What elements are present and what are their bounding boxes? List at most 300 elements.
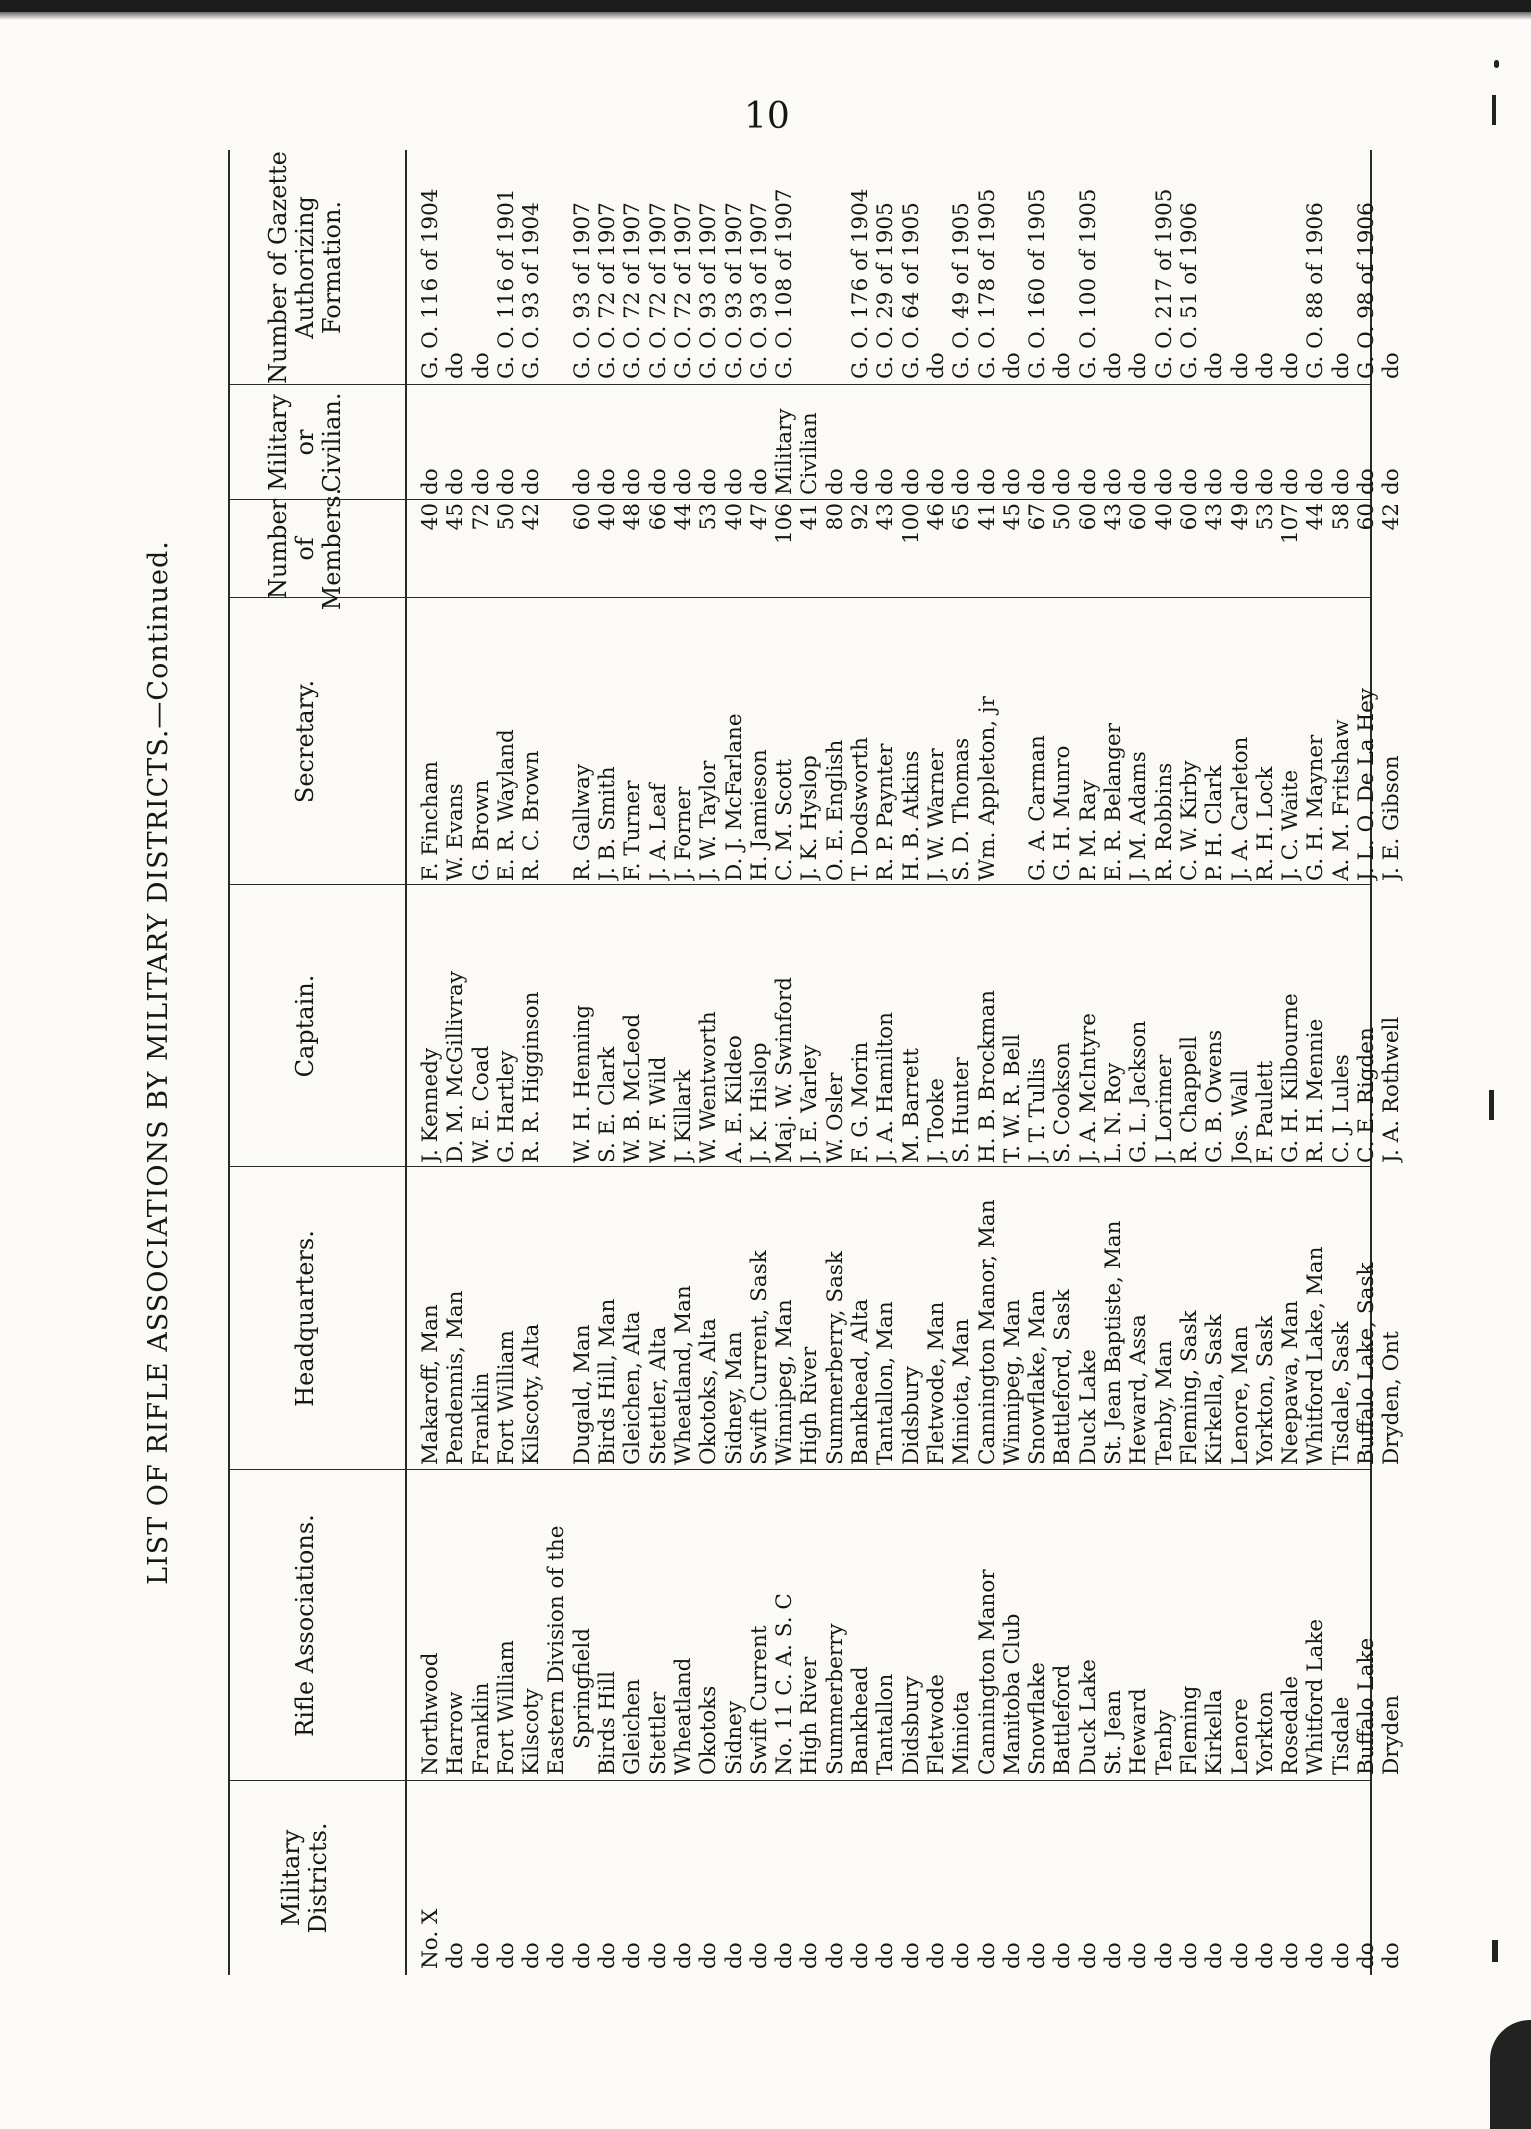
table-cell: L. N. Roy: [1101, 1062, 1127, 1163]
table-cell: 106: [772, 503, 798, 545]
table-cell: Duck Lake: [1075, 1349, 1101, 1465]
scan-top-shadow: [0, 12, 1531, 20]
table-cell: J. L. O. De La Hey: [1353, 688, 1379, 881]
table-cell: do: [1379, 1942, 1405, 1969]
table-cell: G. O. 176 of 1904: [848, 188, 874, 379]
table-cell: [797, 153, 822, 379]
table-cell: 100: [898, 503, 924, 545]
table-cell: 60: [1075, 503, 1101, 531]
table-cell: do: [1252, 468, 1278, 495]
table-cell: do: [1050, 1942, 1076, 1969]
table-cell: G. O. 93 of 1907: [746, 202, 772, 379]
table-cell: T. Dodsworth: [848, 737, 874, 881]
table-cell: do: [493, 468, 519, 495]
table-cell: 53: [696, 503, 722, 531]
table-cell: do: [873, 468, 899, 495]
table-cell: do: [670, 1942, 696, 1969]
table-cell: Summerberry, Sask: [822, 1251, 848, 1465]
table-cell: 92: [848, 503, 874, 531]
table-cell: J. E. Gibson: [1379, 755, 1405, 881]
table-cell: [823, 153, 848, 379]
table-cell: do: [1075, 468, 1101, 495]
table-cell: J. Lorimer: [1151, 1054, 1177, 1163]
table-cell: Winnipeg, Man: [999, 1299, 1025, 1465]
table-cell: G. O. 93 of 1907: [569, 202, 595, 379]
table-cell: G. O. 178 of 1905: [974, 188, 1000, 379]
table-cell: Battleford: [1050, 1664, 1076, 1775]
header-district: Military Districts.: [277, 1822, 332, 1934]
table-title: LIST OF RIFLE ASSOCIATIONS BY MILITARY DISTRICTS.—Continued.: [143, 540, 174, 1585]
table-cell: No. X: [418, 1908, 443, 1969]
table-cell: Dryden, Ont: [1379, 1331, 1405, 1465]
table-cell: W. Wentworth: [696, 1011, 722, 1163]
table-cell: Heward, Assa: [1126, 1314, 1152, 1465]
table-cell: 60: [569, 503, 595, 531]
table-cell: Kirkella, Sask: [1202, 1314, 1228, 1465]
table-cell: J. B. Smith: [595, 766, 621, 881]
table-cell: C. J. Lules: [1328, 1054, 1354, 1163]
table-cell: Wheatland, Man: [670, 1285, 696, 1465]
table-cell: Cannington Manor, Man: [974, 1199, 1000, 1465]
table-cell: Tantallon, Man: [873, 1301, 899, 1465]
table-cell: Sidney, Man: [721, 1331, 747, 1465]
table-cell: [544, 888, 569, 1163]
table-cell: do: [746, 1942, 772, 1969]
table-cell: R. C. Brown: [519, 750, 545, 881]
table-cell: G. O. 51 of 1906: [1176, 202, 1202, 379]
table-cell: Whitford Lake, Man: [1303, 1246, 1329, 1465]
column-gazette: [418, 153, 1405, 379]
table-cell: 49: [1227, 503, 1253, 531]
table-cell: G. O. 72 of 1907: [645, 202, 671, 379]
table-cell: G. O. 29 of 1905: [873, 202, 899, 379]
table-cell: do: [797, 1942, 823, 1969]
table-cell: Eastern Division of the: [544, 1525, 570, 1775]
table-cell: G. O. 72 of 1907: [595, 202, 621, 379]
table-cell: T. W. R. Bell: [999, 1034, 1025, 1163]
table-cell: Yorkton: [1252, 1690, 1278, 1775]
table-cell: Fort William: [493, 1640, 519, 1775]
table-cell: do: [1379, 352, 1405, 379]
table-cell: do: [721, 468, 747, 495]
table-cell: do: [848, 1942, 874, 1969]
table-cell: do: [620, 468, 646, 495]
table-cell: G. H. Kilbourne: [1278, 993, 1304, 1163]
table-cell: do: [1227, 352, 1253, 379]
table-cell: do: [949, 1942, 975, 1969]
table-cell: [544, 503, 569, 595]
table-cell: do: [569, 468, 595, 495]
scan-mark: [1492, 1940, 1498, 1962]
table-cell: do: [418, 468, 443, 495]
table-cell: Harrow: [443, 1691, 469, 1775]
table-cell: G. Brown: [468, 779, 494, 881]
table-cell: G. O. 64 of 1905: [898, 202, 924, 379]
table-cell: Franklin: [468, 1372, 494, 1465]
table-cell: do: [696, 468, 722, 495]
col-divider: [228, 597, 1370, 598]
table-cell: 43: [1202, 503, 1228, 531]
table-cell: J. Tooke: [923, 1078, 949, 1163]
table-cell: J. E. Varley: [797, 1044, 823, 1163]
table-cell: do: [670, 468, 696, 495]
table-cell: do: [1050, 352, 1076, 379]
table-cell: 43: [1101, 503, 1127, 531]
table-cell: J. A. Rothwell: [1379, 1016, 1405, 1163]
table-cell: P. H. Clark: [1202, 765, 1228, 881]
table-cell: do: [1353, 468, 1379, 495]
table-cell: S. E. Clark: [595, 1046, 621, 1163]
table-cell: G. H. Mayner: [1303, 734, 1329, 881]
col-divider: [228, 1780, 1370, 1781]
table-cell: do: [974, 1942, 1000, 1969]
table-cell: Civilian: [797, 412, 823, 495]
table-cell: 41: [974, 503, 1000, 531]
scan-mark: [1492, 95, 1496, 125]
table-cell: do: [923, 352, 949, 379]
table-cell: do: [1278, 468, 1304, 495]
table-cell: G. O. 72 of 1907: [670, 202, 696, 379]
table-cell: Jos. Wall: [1227, 1069, 1253, 1163]
table-cell: do: [1303, 468, 1329, 495]
table-cell: Snowflake: [1025, 1662, 1051, 1775]
table-cell: J. Forner: [670, 786, 696, 881]
table-cell: G. O. 93 of 1907: [721, 202, 747, 379]
table-cell: R. Gallway: [569, 764, 595, 881]
table-cell: G. O. 160 of 1905: [1025, 188, 1051, 379]
table-cell: Cannington Manor: [974, 1569, 1000, 1775]
column-association: [418, 1473, 1405, 1775]
table-cell: Fletwode, Man: [923, 1301, 949, 1465]
header-association: Rifle Associations.: [290, 1514, 319, 1737]
table-cell: G. O. 72 of 1907: [620, 202, 646, 379]
table-cell: Wheatland: [670, 1657, 696, 1775]
table-cell: do: [772, 1942, 798, 1969]
table-cell: Snowflake, Man: [1025, 1289, 1051, 1465]
table-cell: do: [1252, 1942, 1278, 1969]
table-cell: Swift Current, Sask: [746, 1250, 772, 1465]
table-cell: R. P. Paynter: [873, 743, 899, 881]
table-cell: J. A. Leaf: [645, 783, 671, 881]
table-cell: do: [999, 352, 1025, 379]
table-cell: G. O. 88 of 1906: [1303, 202, 1329, 379]
table-cell: G. Hartley: [493, 1050, 519, 1163]
header-headquarters: Headquarters.: [290, 1230, 319, 1407]
table-cell: [544, 153, 569, 379]
table-cell: Bankhead: [848, 1666, 874, 1775]
table-cell: R. H. Lock: [1252, 766, 1278, 881]
col-divider: [228, 499, 1370, 500]
table-cell: Kirkella: [1202, 1689, 1228, 1775]
table-cell: do: [519, 468, 545, 495]
table-cell: do: [595, 468, 621, 495]
table-cell: H. Jamieson: [746, 749, 772, 881]
table-cell: High River: [797, 1656, 823, 1775]
table-cell: do: [721, 1942, 747, 1969]
table-cell: Maj. W. Swinford: [772, 977, 798, 1163]
table-cell: 42: [519, 503, 545, 531]
column-headquarters: [418, 1170, 1405, 1465]
table-cell: 53: [1252, 503, 1278, 531]
table-cell: W. E. Coad: [468, 1045, 494, 1163]
table-cell: Wm. Appleton, jr: [974, 696, 1000, 881]
table-cell: Military: [772, 408, 798, 495]
table-cell: 58: [1328, 503, 1354, 531]
table-cell: Heward: [1126, 1688, 1152, 1775]
table-cell: Yorkton, Sask: [1252, 1315, 1278, 1465]
table-cell: Kilscoty, Alta: [519, 1323, 545, 1465]
table-cell: S. D. Thomas: [949, 737, 975, 881]
table-cell: G. O. 93 of 1904: [519, 202, 545, 379]
table-cell: D. M. McGillivray: [443, 971, 469, 1163]
table-cell: 60: [1176, 503, 1202, 531]
scan-mark: [1494, 60, 1499, 68]
table-cell: Manitoba Club: [999, 1613, 1025, 1775]
header-secretary: Secretary.: [290, 679, 319, 804]
table-cell: do: [1075, 1942, 1101, 1969]
table-cell: R. R. Higginson: [519, 991, 545, 1163]
table-cell: Stettler: [645, 1691, 671, 1775]
table-cell: J. K. Hislop: [746, 1042, 772, 1163]
table-cell: Miniota: [949, 1690, 975, 1775]
table-cell: Miniota, Man: [949, 1318, 975, 1465]
table-cell: do: [1126, 468, 1152, 495]
table-cell: Tenby: [1151, 1709, 1177, 1775]
table-cell: W. Evans: [443, 783, 469, 881]
table-cell: do: [1328, 468, 1354, 495]
table-cell: Neepawa, Man: [1278, 1300, 1304, 1465]
page-number: 10: [744, 96, 790, 137]
table-cell: 50: [1050, 503, 1076, 531]
table-cell: J. Killark: [670, 1069, 696, 1163]
table-cell: do: [544, 1942, 570, 1969]
table-cell: do: [443, 468, 469, 495]
table-cell: Makaroff, Man: [418, 1304, 443, 1465]
table-cell: St. Jean: [1101, 1689, 1127, 1775]
table-cell: Lenore, Man: [1227, 1325, 1253, 1465]
table-cell: Didsbury: [898, 1676, 924, 1775]
table-cell: 60: [1126, 503, 1152, 531]
table-cell: J. A. McIntyre: [1075, 1013, 1101, 1163]
table-cell: do: [468, 352, 494, 379]
table-cell: J. M. Adams: [1126, 751, 1152, 881]
table-cell: Kilscoty: [519, 1688, 545, 1775]
table-cell: 47: [746, 503, 772, 531]
table-cell: G. L. Jackson: [1126, 1020, 1152, 1163]
table-cell: do: [898, 468, 924, 495]
header-members: Number of Members.: [263, 487, 346, 611]
table-cell: Stettler, Alta: [645, 1326, 671, 1465]
table-cell: 107: [1278, 503, 1304, 545]
table-cell: Gleichen: [620, 1678, 646, 1775]
table-cell: Birds Hill, Man: [595, 1298, 621, 1465]
table-cell: do: [1101, 468, 1127, 495]
table-cell: do: [519, 1942, 545, 1969]
table-cell: do: [696, 1942, 722, 1969]
table-cell: Swift Current: [746, 1625, 772, 1775]
table-cell: A. E. Kildeo: [721, 1035, 747, 1163]
table-cell: G. O. 108 of 1907: [772, 188, 798, 379]
header-captain: Captain.: [290, 974, 319, 1078]
table-cell: 60: [1353, 503, 1379, 531]
table-cell: 46: [923, 503, 949, 531]
column-district: [418, 1784, 1405, 1969]
table-cell: do: [1025, 1942, 1051, 1969]
table-cell: J. T. Tullis: [1025, 1057, 1051, 1163]
table-cell: H. B. Atkins: [898, 750, 924, 881]
table-cell: Fleming: [1176, 1685, 1202, 1775]
column-captain: [418, 888, 1405, 1163]
table-cell: do: [746, 468, 772, 495]
table-cell: R. Robbins: [1151, 762, 1177, 881]
table-cell: G. B. Owens: [1202, 1029, 1228, 1163]
table-cell: E. R. Wayland: [493, 729, 519, 881]
table-cell: do: [1252, 352, 1278, 379]
table-cell: Fleming, Sask: [1176, 1310, 1202, 1465]
table-cell: do: [645, 468, 671, 495]
rotated-table: [140, 150, 1405, 1975]
scan-corner-shadow: [1490, 2020, 1531, 2129]
table-cell: Winnipeg, Man: [772, 1299, 798, 1465]
table-cell: Duck Lake: [1075, 1659, 1101, 1775]
table-cell: do: [1278, 352, 1304, 379]
table-cell: J. A. Carleton: [1227, 736, 1253, 881]
table-cell: do: [443, 1942, 469, 1969]
table-cell: 45: [999, 503, 1025, 531]
header-gazette: Number of Gazette Authorizing Formation.: [263, 151, 346, 384]
table-cell: G. O. 217 of 1905: [1151, 188, 1177, 379]
table-cell: Gleichen, Alta: [620, 1311, 646, 1465]
table-cell: do: [1176, 1942, 1202, 1969]
table-cell: W. H. Henning: [569, 1004, 595, 1163]
table-cell: Springfield: [569, 1628, 595, 1749]
table-cell: do: [974, 468, 1000, 495]
table-cell: G. O. 100 of 1905: [1075, 188, 1101, 379]
table-cell: Franklin: [468, 1682, 494, 1775]
table-cell: do: [923, 468, 949, 495]
table-cell: J. C. Waite: [1278, 769, 1304, 881]
table-cell: do: [1202, 352, 1228, 379]
table-cell: A. M. Fritshaw: [1328, 719, 1354, 881]
column-type: [418, 387, 1405, 495]
table-cell: Dryden: [1379, 1695, 1405, 1775]
column-secretary: [418, 601, 1405, 881]
table-cell: W. F. Wild: [645, 1056, 671, 1163]
table-cell: do: [1353, 1942, 1379, 1969]
table-cell: High River: [797, 1346, 823, 1465]
table-cell: do: [1202, 1942, 1228, 1969]
col-divider: [228, 1166, 1370, 1167]
col-divider: [228, 1469, 1370, 1470]
table-cell: do: [443, 352, 469, 379]
table-cell: Didsbury: [898, 1366, 924, 1465]
table-cell: do: [1227, 468, 1253, 495]
table-cell: do: [645, 1942, 671, 1969]
table-cell: G. H. Munro: [1050, 745, 1076, 881]
table-cell: G. O. 93 of 1907: [696, 202, 722, 379]
table-cell: 41: [797, 503, 823, 531]
table-cell: 50: [493, 503, 519, 531]
table-cell: 40: [595, 503, 621, 531]
table-cell: Rosedale: [1278, 1675, 1304, 1775]
table-cell: do: [848, 468, 874, 495]
table-cell: Summerberry: [822, 1623, 848, 1775]
table-cell: E. R. Belanger: [1101, 722, 1127, 881]
table-cell: S. Hunter: [949, 1057, 975, 1163]
table-cell: Tisdale, Sask: [1328, 1321, 1354, 1465]
table-cell: do: [620, 1942, 646, 1969]
table-cell: do: [1379, 468, 1405, 495]
table-cell: do: [873, 1942, 899, 1969]
table-cell: do: [1050, 468, 1076, 495]
col-divider: [228, 384, 1370, 385]
table-cell: do: [1126, 352, 1152, 379]
table-cell: 45: [443, 503, 469, 531]
header-type: Military or Civilian.: [263, 392, 346, 493]
table-cell: Tisdale: [1328, 1696, 1354, 1775]
table-cell: W. Osler: [822, 1072, 848, 1163]
table-cell: Tantallon: [873, 1673, 899, 1775]
table-cell: do: [493, 1942, 519, 1969]
rule-header: [405, 150, 407, 1975]
table-cell: do: [949, 468, 975, 495]
table-cell: 42: [1379, 503, 1405, 531]
table-cell: Okotoks, Alta: [696, 1318, 722, 1465]
table-cell: 67: [1025, 503, 1051, 531]
table-cell: do: [822, 468, 848, 495]
table-cell: 66: [645, 503, 671, 531]
table-cell: D. J. McFarlane: [721, 713, 747, 881]
scan-top-border: [0, 0, 1531, 12]
table-cell: G. O. 98 of 1906: [1353, 202, 1379, 379]
table-cell: S. Cookson: [1050, 1042, 1076, 1163]
table-cell: do: [999, 468, 1025, 495]
table-cell: 72: [468, 503, 494, 531]
table-cell: do: [1126, 1942, 1152, 1969]
table-cell: Buffalo Lake, Sask: [1353, 1262, 1379, 1465]
table-cell: do: [923, 1942, 949, 1969]
table-cell: do: [1151, 468, 1177, 495]
table-cell: Fort William: [493, 1330, 519, 1465]
table-cell: F. G. Morin: [848, 1041, 874, 1163]
table-cell: Tenby, Man: [1151, 1340, 1177, 1465]
table-cell: do: [1303, 1942, 1329, 1969]
table-cell: 43: [873, 503, 899, 531]
table-cell: do: [468, 468, 494, 495]
table-cell: do: [1101, 1942, 1127, 1969]
table-cell: do: [1328, 1942, 1354, 1969]
table-cell: C. E. Rigden: [1353, 1027, 1379, 1163]
table-cell: 65: [949, 503, 975, 531]
table-cell: G. O. 49 of 1905: [949, 202, 975, 379]
table-cell: J. K. Hyslop: [797, 755, 823, 881]
table-cell: H. B. Brockman: [974, 989, 1000, 1163]
table-cell: C. W. Kirby: [1176, 760, 1202, 881]
table-cell: do: [1328, 352, 1354, 379]
table-cell: J. A. Hamilton: [873, 1012, 899, 1163]
table-cell: do: [1101, 352, 1127, 379]
table-cell: R. Chappell: [1176, 1036, 1202, 1163]
table-cell: [544, 387, 569, 495]
table-cell: F. Turner: [620, 780, 646, 881]
table-cell: [544, 601, 569, 881]
table-cell: J. W. Taylor: [696, 760, 722, 881]
table-cell: do: [1202, 468, 1228, 495]
table-cell: Whitford Lake: [1303, 1618, 1329, 1775]
table-cell: G. O. 116 of 1901: [493, 188, 519, 379]
column-members: [418, 503, 1405, 595]
table-cell: G. O. 116 of 1904: [418, 188, 443, 379]
